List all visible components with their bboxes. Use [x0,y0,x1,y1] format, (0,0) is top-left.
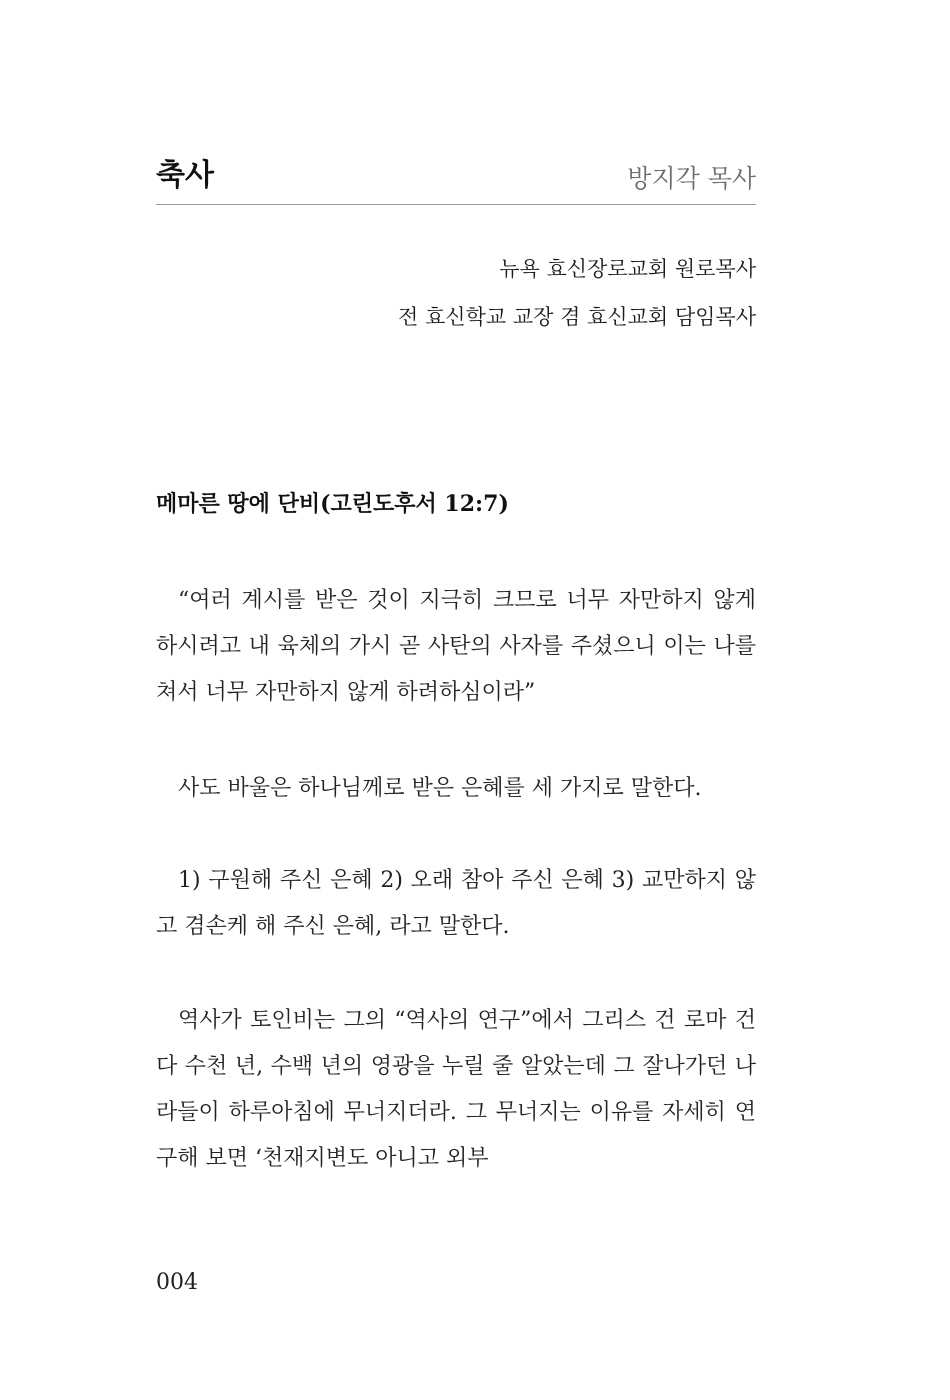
body-paragraph: “여러 계시를 받은 것이 지극히 크므로 너무 자만하지 않게 하시려고 내 육체의 가시 곧 사탄의 사자를 주셨으니 이는 나를 쳐서 너무 자만하지 않게 하려하심이라” [156,588,756,705]
body-paragraph: 1) 구원해 주신 은혜 2) 오래 참아 주신 은혜 3) 교만하지 않고 겸손케 해 주신 은혜, 라고 말한다. [156,868,756,939]
author-affiliation-1: 뉴욕 효신장로교회 원로목사 [499,257,756,281]
section-heading: 메마른 땅에 단비(고린도후서 12:7) [156,491,509,517]
body-paragraph: 역사가 토인비는 그의 “역사의 연구”에서 그리스 건 로마 건 다 수천 년, 수백 년의 영광을 누릴 줄 알았는데 그 잘나가던 나라들이 하루아침에 무너지더라. 그 무너지는 이유를 자세히 연구해 보면 ‘천재지변도 아니고 외부 [156,1008,756,1171]
chapter-header [156,152,756,205]
page-number: 004 [156,1270,198,1295]
author-name: 방지각 목사 [627,164,756,193]
author-affiliation-2: 전 효신학교 교장 겸 효신교회 담임목사 [398,305,756,329]
book-page [156,0,756,1400]
body-paragraph: 사도 바울은 하나님께로 받은 은혜를 세 가지로 말한다. [178,776,702,801]
chapter-title: 축사 [156,158,214,193]
